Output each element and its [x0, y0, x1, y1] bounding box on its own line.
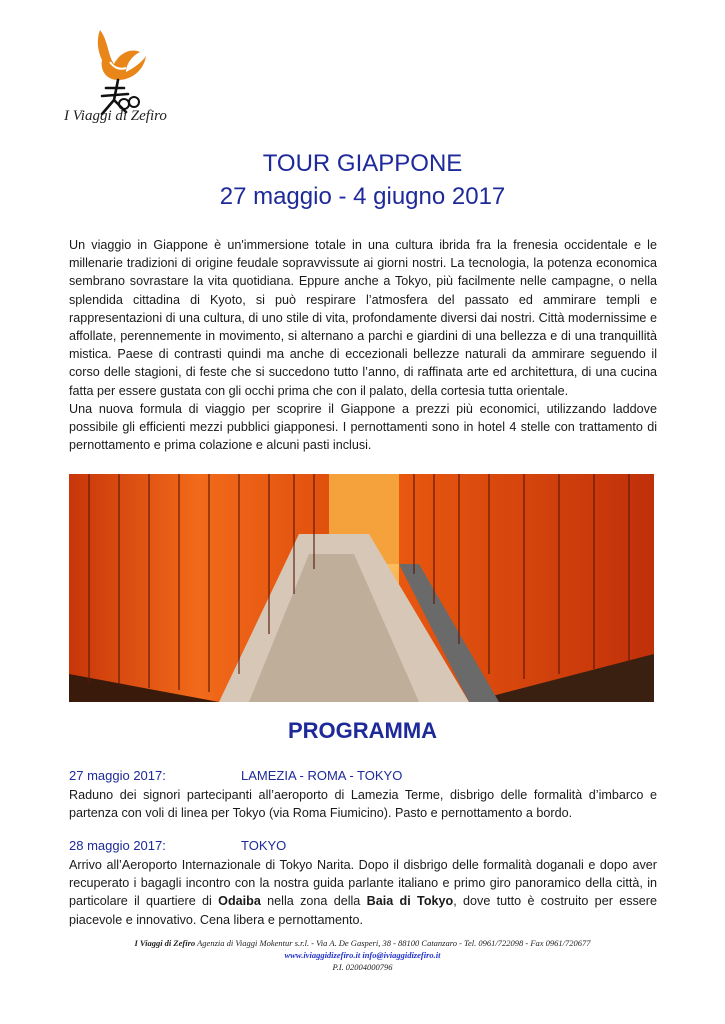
logo-text: I Viaggi di Zefiro — [64, 108, 167, 124]
desc-text: , dove tutto è costruito per essere piacevole e innovativo. Cena libera e pernottamento. — [69, 894, 657, 927]
page-title: TOUR GIAPPONE — [262, 150, 463, 177]
intro-text — [69, 236, 657, 454]
day-item — [69, 768, 657, 822]
day-header — [69, 838, 657, 856]
footer-vat: P.I. 02004000796 — [332, 962, 393, 972]
footer-company — [0, 938, 725, 949]
day-description: Raduno dei signori partecipanti all’aeroporto di Lamezia Terme, disbrigo delle formalità d’imbarco e partenza con voli di linea per Tokyo (via Roma Fiumicino). Pasto e pernottamento a bordo. — [69, 788, 657, 821]
desc-text: Arrivo all’Aeroporto Internazionale di Tokyo Narita. Dopo il disbrigo delle formalità doganali e dopo aver recuperato i bagagli incontro con la nostra guida parlante italiano e primo giro panoramico della città, in particolare il quartiere di — [69, 858, 657, 909]
footer-company-details: Agenzia di Viaggi Mokentur s.r.l. - Via A. De Gasperi, 38 - 88100 Catanzaro - Tel. 0961/722098 - Fax 0961/720677 — [195, 938, 591, 948]
day-title: LAMEZIA - ROMA - TOKYO — [241, 768, 403, 783]
desc-text: nella zona della — [260, 894, 367, 909]
intro-paragraph-1: Un viaggio in Giappone è un'immersione totale in una cultura ibrida fra la frenesia occidentale e le millenarie tradizioni di origine feudale sopravvissute ai giorni nostri. La tecnologia, la potenza economica sembrano sovrastare la vita quotidiana. Eppure anche a Tokyo, più facilmente nelle campagne, o nella splendida cittadina di Kyoto, si può respirare l’atmosfera del passato ed ammirare templi e rappresentazioni di una cultura, di uno stile di vita, profondamente diversi dai nostri. Città modernissime e affollate, perennemente in movimento, si alternano a parchi e giardini di una bellezza e di una tranquillità mistica. Paese di contrasti quindi ma anche di eccezionali bellezze naturali da ammirare seguendo il corso delle stagioni, di feste che si succedono tutto l’anno, di raffinata arte ed architettura, di una cucina fatta per essere gustata con gli occhi prima che con il palato, della cortesia tutta orientale. — [69, 238, 657, 398]
tour-dates: 27 maggio - 4 giugno 2017 — [219, 183, 506, 210]
day-title: TOKYO — [241, 838, 287, 853]
intro-paragraph-2: Una nuova formula di viaggio per scoprire il Giappone a prezzi più economici, utilizzando laddove possibile gli efficienti mezzi pubblici giapponesi. I pernottamenti sono in hotel 4 stelle con trattamento di pernottamento e prima colazione e alcuni pasti inclusi. — [69, 401, 657, 453]
day-description — [69, 856, 657, 929]
footer-web-link[interactable]: www.iviaggidizefiro.it info@iviaggidizefiro.it — [284, 950, 441, 960]
day-header — [69, 768, 657, 786]
torii-path-photo-icon — [69, 474, 654, 702]
programma-heading: PROGRAMMA — [287, 718, 438, 743]
footer-company-name: I Viaggi di Zefiro — [134, 938, 196, 948]
day-item — [69, 838, 657, 929]
torii-path-photo — [69, 474, 654, 702]
place-odaiba: Odaiba — [218, 894, 261, 909]
day-date: 28 maggio 2017: — [69, 838, 166, 853]
place-baia-tokyo: Baia di Tokyo — [366, 894, 454, 909]
day-date: 27 maggio 2017: — [69, 768, 166, 783]
